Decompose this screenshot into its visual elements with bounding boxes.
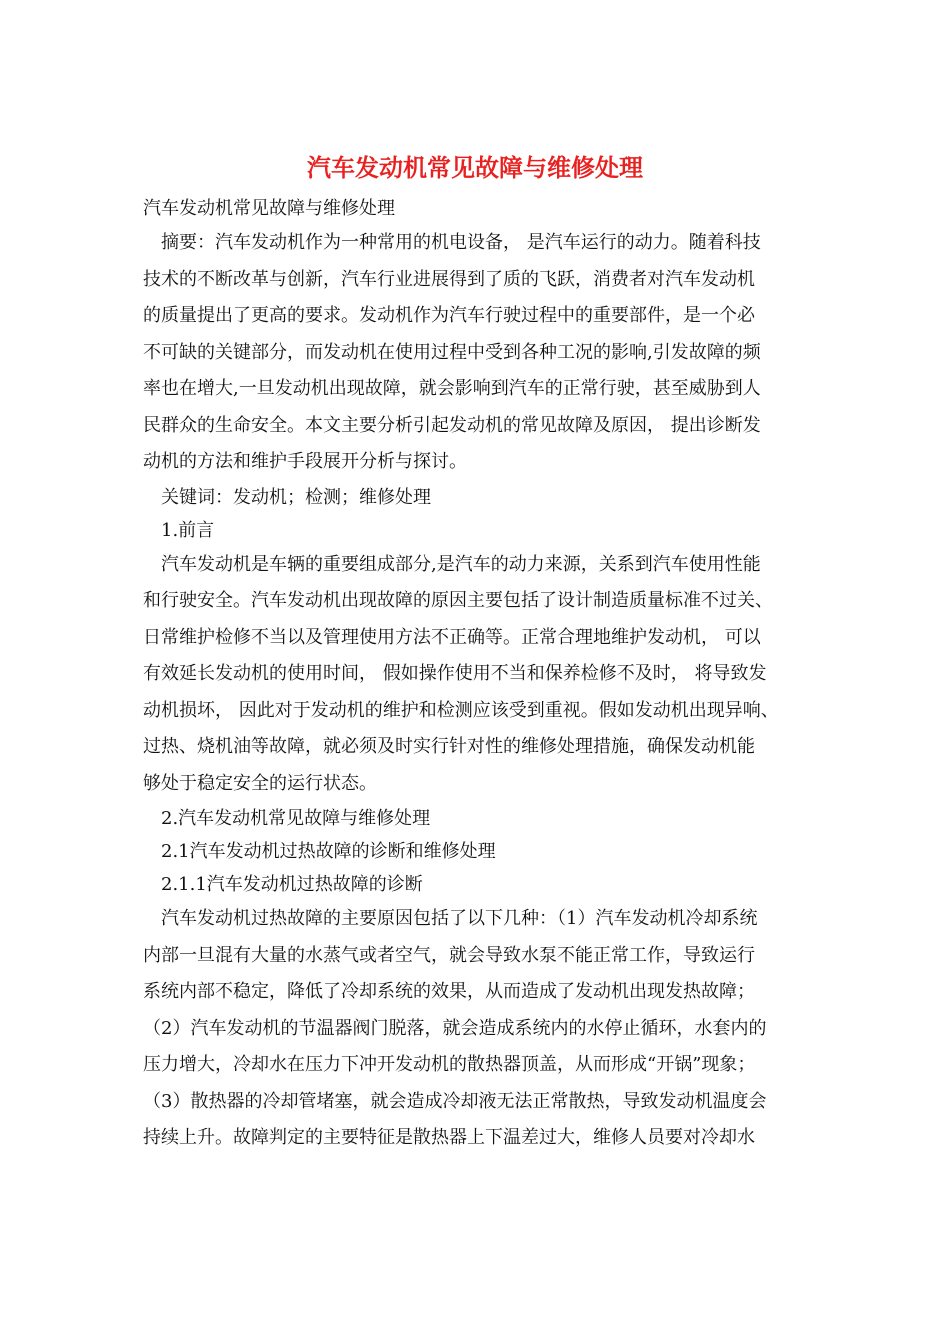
- paragraph-line: 持续上升。故障判定的主要特征是散热器上下温差过大，维修人员要对冷却水: [143, 1127, 755, 1148]
- section-1-paragraph: [143, 547, 811, 803]
- section-2-heading: 2.汽车发动机常见故障与维修处理: [161, 808, 431, 829]
- paragraph-line: （2）汽车发动机的节温器阀门脱落，就会造成系统内的水停止循环，水套内的: [143, 1017, 767, 1039]
- paragraph-line: 系统内部不稳定，降低了冷却系统的效果，从而造成了发动机出现发热故障；: [143, 981, 755, 1002]
- abstract-line: 民群众的生命安全。本文主要分析引起发动机的常见故障及原因， 提出诊断发: [143, 414, 761, 436]
- abstract-line: 的质量提出了更高的要求。发动机作为汽车行驶过程中的重要部件，是一个必: [143, 305, 755, 326]
- abstract-line: 不可缺的关键部分，而发动机在使用过程中受到各种工况的影响,引发故障的频: [143, 341, 761, 363]
- paragraph-line: 汽车发动机是车辆的重要组成部分,是汽车的动力来源，关系到汽车使用性能: [161, 553, 761, 575]
- paragraph-line: 够处于稳定安全的运行状态。: [143, 772, 377, 794]
- paragraph-line: 汽车发动机过热故障的主要原因包括了以下几种：（1）汽车发动机冷却系统: [161, 908, 758, 929]
- section-2-1-1-paragraph: [143, 901, 811, 1157]
- paragraph-line: 过热、烧机油等故障，就必须及时实行针对性的维修处理措施，确保发动机能: [143, 736, 755, 757]
- paragraph-line: 有效延长发动机的使用时间， 假如操作使用不当和保养检修不及时， 将导致发: [143, 663, 767, 684]
- section-2-1-heading: 2.1汽车发动机过热故障的诊断和维修处理: [161, 841, 496, 862]
- abstract-line: 率也在增大,一旦发动机出现故障，就会影响到汽车的正常行驶，甚至威胁到人: [143, 378, 761, 399]
- paragraph-line: 日常维护检修不当以及管理使用方法不正确等。正常合理地维护发动机， 可以: [143, 626, 761, 648]
- abstract-paragraph: [143, 225, 811, 481]
- paragraph-line: 内部一旦混有大量的水蒸气或者空气，就会导致水泵不能正常工作，导致运行: [143, 944, 755, 966]
- document-title: 汽车发动机常见故障与维修处理: [307, 153, 643, 182]
- abstract-line: 技术的不断改革与创新，汽车行业进展得到了质的飞跃，消费者对汽车发动机: [143, 268, 755, 290]
- section-1-heading: 1.前言: [161, 519, 215, 541]
- section-2-1-1-heading: 2.1.1汽车发动机过热故障的诊断: [161, 874, 423, 895]
- document-body: [143, 192, 811, 1157]
- abstract-line: 摘要：汽车发动机作为一种常用的机电设备， 是汽车运行的动力。随着科技: [161, 232, 761, 253]
- paragraph-line: 和行驶安全。汽车发动机出现故障的原因主要包括了设计制造质量标准不过关、: [143, 590, 773, 611]
- paragraph-line: （3）散热器的冷却管堵塞，就会造成冷却液无法正常散热，导致发动机温度会: [143, 1090, 767, 1112]
- document-subtitle: 汽车发动机常见故障与维修处理: [143, 198, 395, 219]
- keywords-line: 关键词：发动机；检测；维修处理: [161, 486, 431, 508]
- paragraph-line: 压力增大，冷却水在压力下冲开发动机的散热器顶盖，从而形成“开锅”现象；: [143, 1054, 756, 1075]
- abstract-line: 动机的方法和维护手段展开分析与探讨。: [143, 451, 467, 472]
- paragraph-line: 动机损坏， 因此对于发动机的维护和检测应该受到重视。假如发动机出现异响、: [143, 699, 779, 721]
